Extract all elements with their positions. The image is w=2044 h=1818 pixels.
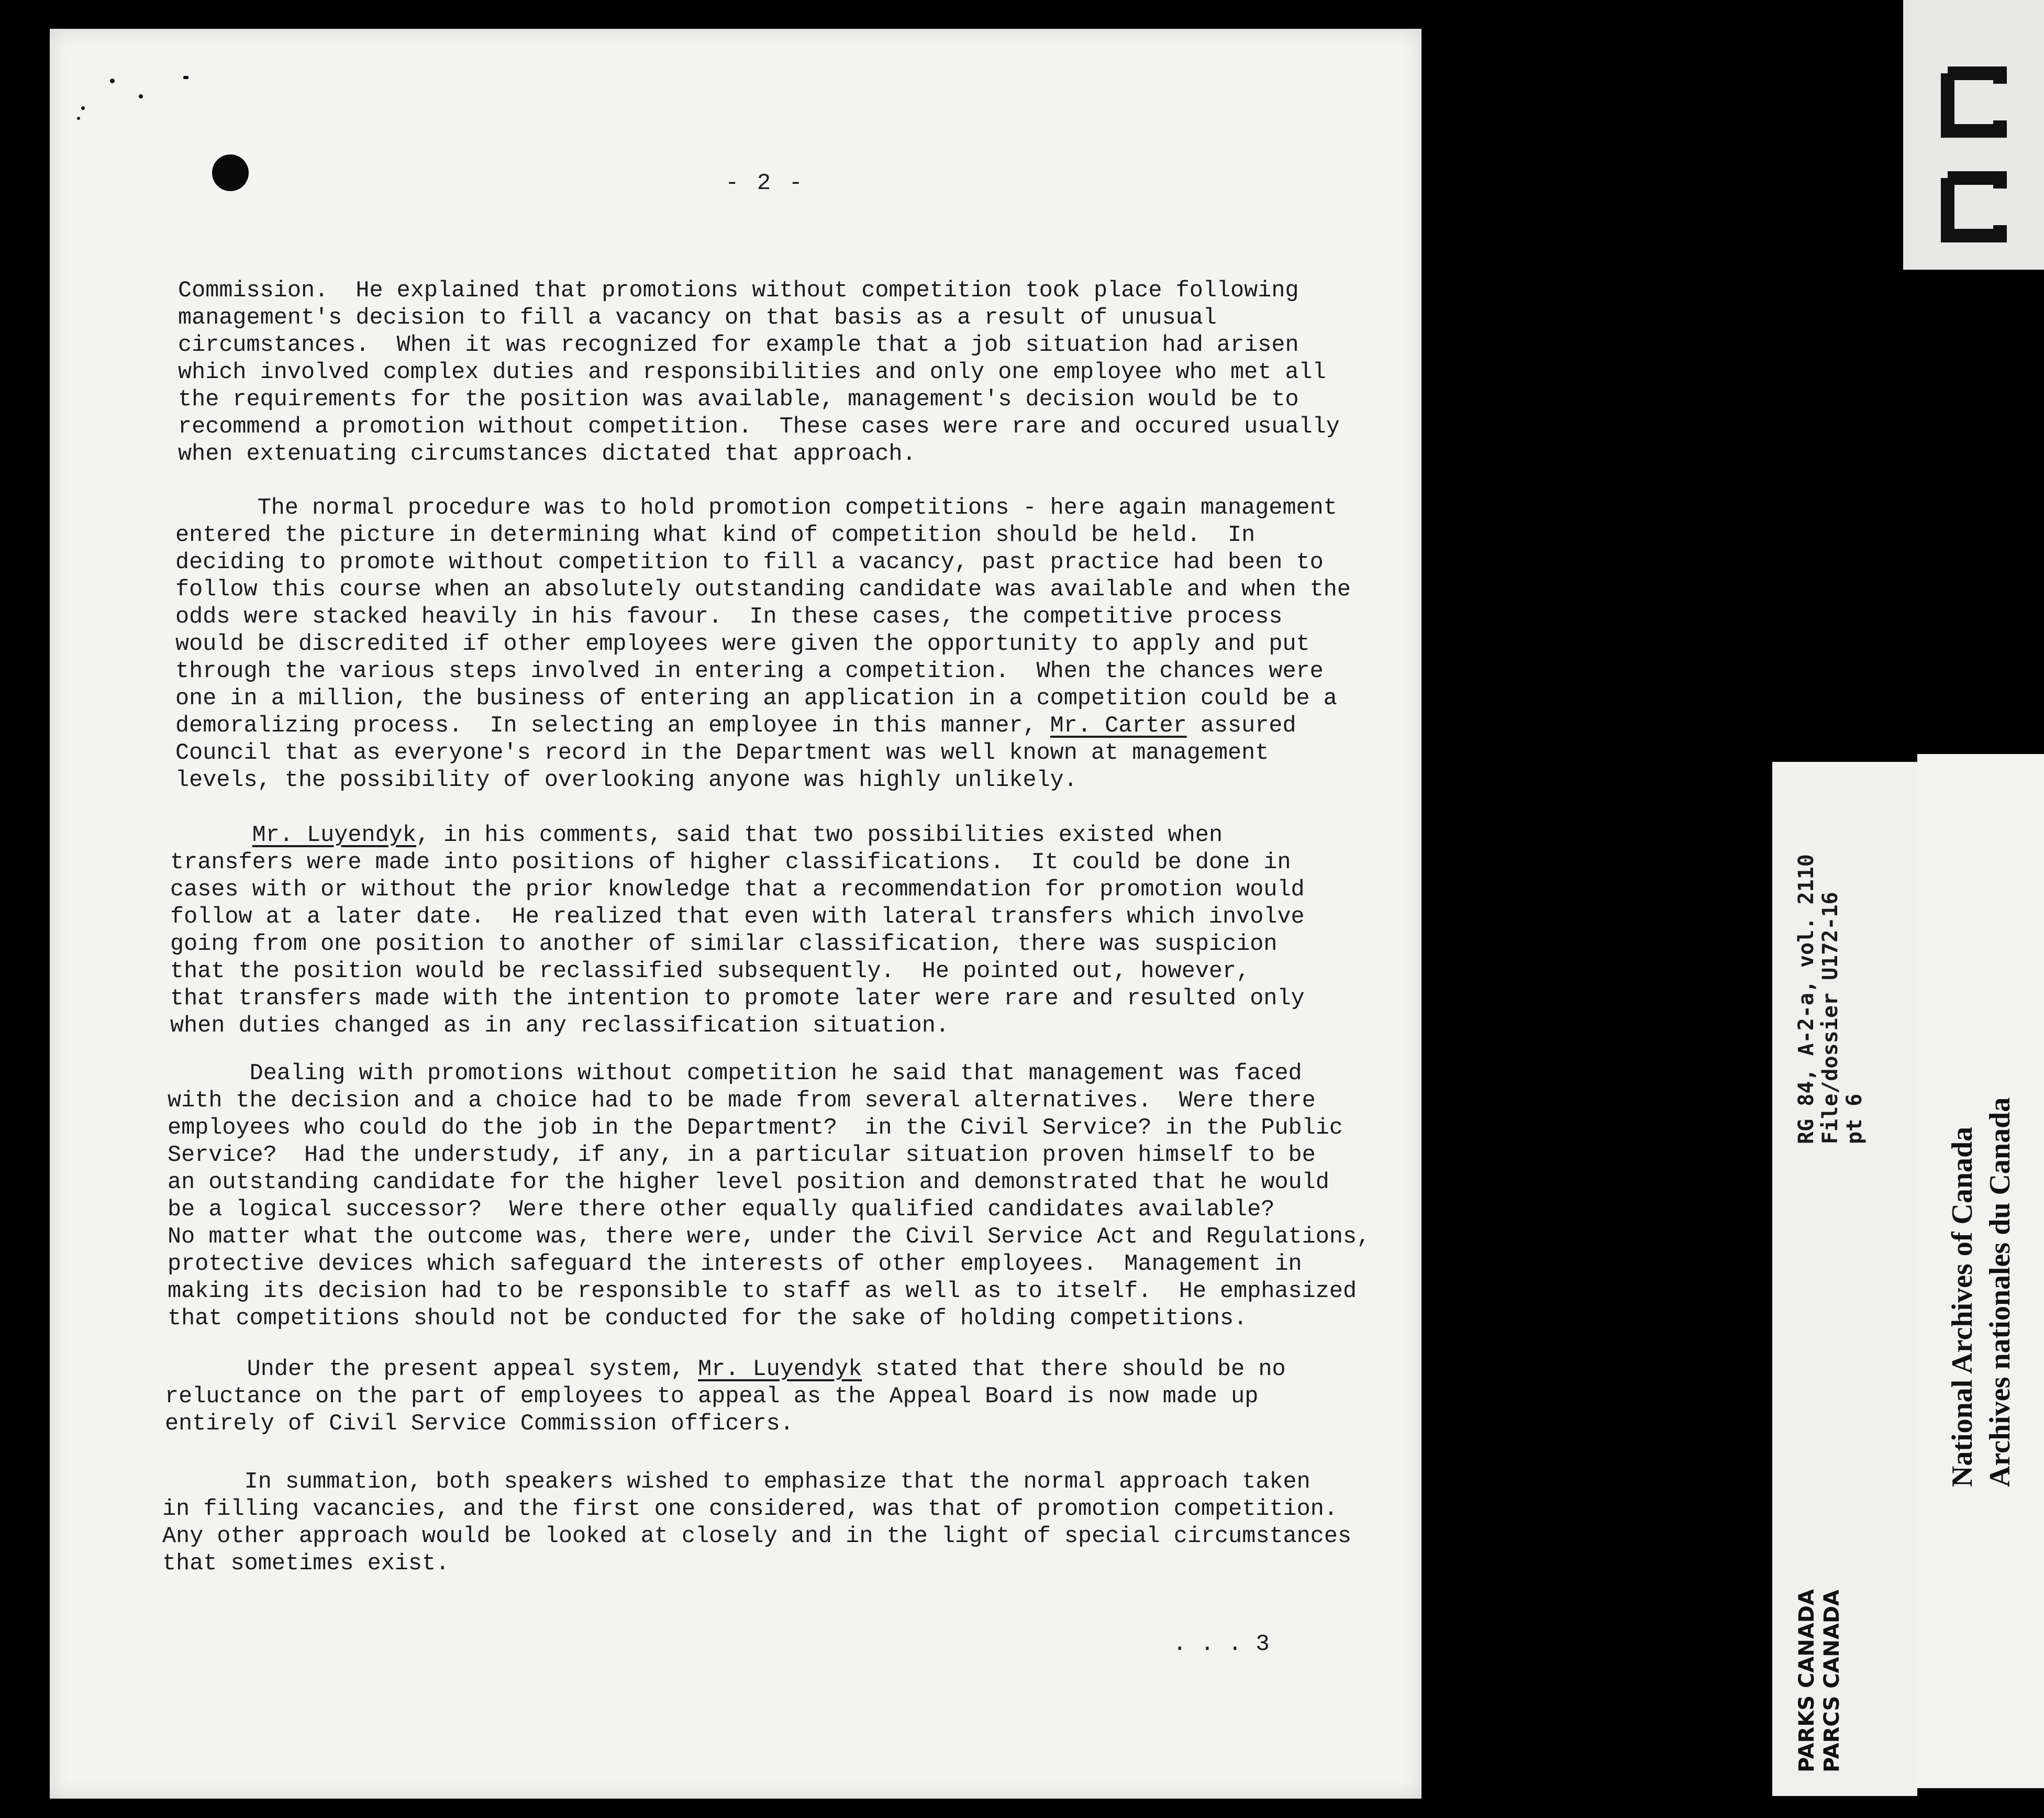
name-mr-carter: Mr. Carter bbox=[1050, 713, 1187, 739]
line-tail: stated that there should be no bbox=[862, 1357, 1286, 1382]
text-line: that competitions should not be conducted for the sake of holding competitions. bbox=[168, 1306, 1248, 1332]
frame-mark bbox=[1903, 0, 2044, 270]
text-line: No matter what the outcome was, there were, under the Civil Service Act and Regulations, bbox=[168, 1224, 1371, 1250]
paper-speck bbox=[183, 76, 188, 79]
text-line: through the various steps involved in entering a competition. When the chances were bbox=[175, 659, 1324, 684]
text-line: Council that as everyone's record in the Department was well known at management bbox=[175, 740, 1269, 766]
frame-mark-glyph bbox=[1932, 63, 2016, 141]
agency-block bbox=[1794, 1589, 1845, 1772]
line-head: Under the present appeal system, bbox=[165, 1357, 698, 1382]
text-line: that transfers made with the intention to promote later were rare and resulted only bbox=[170, 986, 1305, 1012]
text-line: cases with or without the prior knowledge that a recommendation for promotion would bbox=[170, 877, 1305, 903]
line-tail: assured bbox=[1186, 713, 1296, 739]
reference-line: pt 6 bbox=[1842, 1093, 1867, 1144]
text-line: making its decision had to be responsible to staff as well as to itself. He emphasized bbox=[168, 1279, 1357, 1304]
reference-line: RG 84, A-2-a, vol. 2110 bbox=[1794, 854, 1818, 1144]
text-line bbox=[170, 822, 1305, 849]
paper-speck bbox=[110, 79, 115, 83]
text-line: In summation, both speakers wished to emphasize that the normal approach taken bbox=[162, 1469, 1310, 1495]
text-line: deciding to promote without competition to fill a vacancy, past practice had been to bbox=[175, 550, 1324, 575]
line-head: demoralizing process. In selecting an employee in this manner, bbox=[175, 713, 1050, 739]
text-line: going from one position to another of similar classification, there was suspicion bbox=[170, 932, 1278, 957]
agency-line: PARKS CANADA bbox=[1795, 1589, 1819, 1772]
text-line: Dealing with promotions without competition he said that management was faced bbox=[168, 1061, 1302, 1087]
paper-speck bbox=[81, 106, 85, 110]
frame-mark-glyph bbox=[1932, 168, 2016, 246]
paper-speck bbox=[139, 94, 143, 98]
continued-marker: . . . 3 bbox=[1173, 1631, 1270, 1657]
paragraph-4 bbox=[168, 1060, 1370, 1333]
page-number: - 2 - bbox=[725, 170, 805, 196]
reference-block bbox=[1794, 854, 1867, 1144]
text-line: employees who could do the job in the Department? in the Civil Service? in the Public bbox=[168, 1115, 1343, 1141]
text-line: one in a million, the business of entering an application in a competition could be a bbox=[175, 686, 1337, 712]
paragraph-5 bbox=[165, 1356, 1286, 1438]
archive-reference-label bbox=[1772, 762, 1917, 1796]
text-line: levels, the possibility of overlooking anyone was highly unlikely. bbox=[175, 768, 1077, 793]
text-line: in filling vacancies, and the first one considered, was that of promotion competition. bbox=[162, 1496, 1338, 1522]
text-line: when duties changed as in any reclassification situation. bbox=[170, 1013, 949, 1039]
text-line: odds were stacked heavily in his favour. In these cases, the competitive process bbox=[175, 604, 1283, 630]
text-line: protective devices which safeguard the interests of other employees. Management in bbox=[168, 1251, 1302, 1277]
text-line: Service? Had the understudy, if any, in a particular situation proven himself to be bbox=[168, 1143, 1316, 1168]
archives-line: National Archives of Canada bbox=[1946, 1126, 1979, 1487]
name-mr-luyendyk: Mr. Luyendyk bbox=[698, 1357, 862, 1382]
text-line: recommend a promotion without competition. These cases were rare and occured usually bbox=[178, 414, 1340, 440]
text-line: circumstances. When it was recognized for example that a job situation had arisen bbox=[178, 332, 1299, 358]
paragraph-3 bbox=[170, 822, 1305, 1040]
archives-line: Archives nationales du Canada bbox=[1984, 1097, 2016, 1487]
text-line: follow at a later date. He realized that even with lateral transfers which involve bbox=[170, 904, 1305, 930]
text-line: transfers were made into positions of higher classifications. It could be done in bbox=[170, 850, 1291, 875]
text-line: an outstanding candidate for the higher level position and demonstrated that he would bbox=[168, 1170, 1329, 1195]
paragraph-1 bbox=[178, 278, 1340, 468]
text-line: with the decision and a choice had to be made from several alternatives. Were there bbox=[168, 1088, 1316, 1114]
text-line: follow this course when an absolutely outstanding candidate was available and when the bbox=[175, 577, 1351, 603]
punch-hole bbox=[212, 154, 249, 191]
text-line: The normal procedure was to hold promotion competitions - here again management bbox=[175, 495, 1337, 521]
document-page bbox=[50, 29, 1421, 1799]
text-line: the requirements for the position was available, management's decision would be to bbox=[178, 387, 1299, 413]
text-line: entered the picture in determining what kind of competition should be held. In bbox=[175, 523, 1256, 548]
text-line bbox=[175, 713, 1351, 740]
text-line: would be discredited if other employees were given the opportunity to apply and put bbox=[175, 631, 1310, 657]
text-line: Any other approach would be looked at closely and in the light of special circumstances bbox=[162, 1524, 1352, 1549]
text-line: entirely of Civil Service Commission officers. bbox=[165, 1411, 794, 1437]
text-line: when extenuating circumstances dictated that approach. bbox=[178, 441, 916, 467]
paragraph-2 bbox=[175, 495, 1351, 794]
text-line: that the position would be reclassified subsequently. He pointed out, however, bbox=[170, 959, 1250, 984]
text-line bbox=[165, 1356, 1286, 1383]
line-tail: , in his comments, said that two possibilities existed when bbox=[416, 823, 1223, 848]
text-line: reluctance on the part of employees to appeal as the Appeal Board is now made up bbox=[165, 1384, 1259, 1410]
agency-line: PARCS CANADA bbox=[1820, 1589, 1844, 1772]
text-line: be a logical successor? Were there other equally qualified candidates available? bbox=[168, 1197, 1275, 1223]
text-line: management's decision to fill a vacancy on that basis as a result of unusual bbox=[178, 305, 1217, 331]
paragraph-6 bbox=[162, 1469, 1351, 1578]
archives-label bbox=[1917, 754, 2044, 1788]
name-mr-luyendyk: Mr. Luyendyk bbox=[252, 823, 416, 848]
text-line: Commission. He explained that promotions without competition took place following bbox=[178, 278, 1299, 304]
reference-line: File/dossier U172-16 bbox=[1818, 892, 1842, 1144]
archives-name-block bbox=[1943, 1098, 2019, 1487]
text-line: that sometimes exist. bbox=[162, 1551, 450, 1577]
text-line: which involved complex duties and responsibilities and only one employee who met all bbox=[178, 360, 1326, 385]
paper-speck bbox=[77, 117, 80, 120]
